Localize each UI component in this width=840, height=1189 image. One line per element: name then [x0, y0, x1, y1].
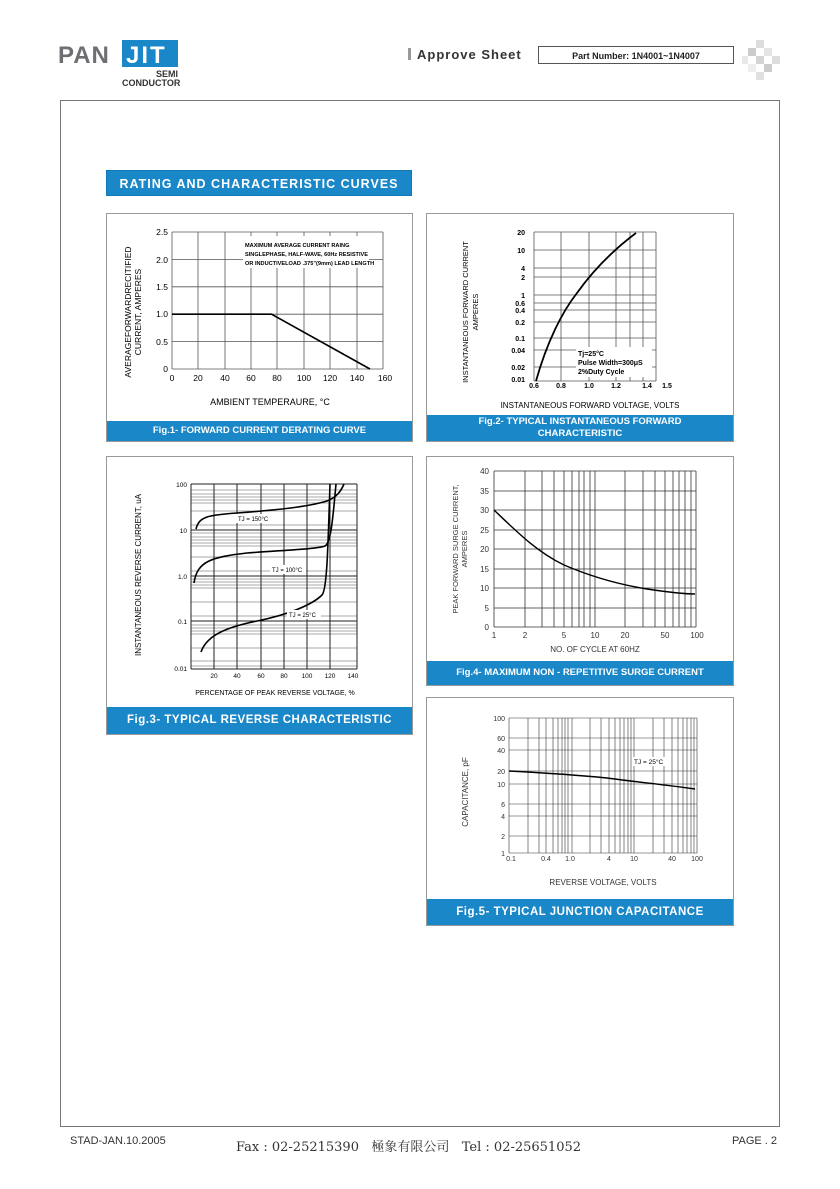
fig2-caption-line2: CHARACTERISTIC: [537, 428, 623, 439]
fig4-ytick: 30: [480, 506, 489, 515]
footer-date: STAD-JAN.10.2005: [70, 1135, 166, 1147]
fig5-xtick: 4: [607, 856, 611, 863]
fig1-xtick: 160: [377, 373, 393, 383]
fig4-ytick: 25: [480, 526, 489, 535]
fig2-ytick: 0.2: [515, 320, 525, 327]
fig1-caption: Fig.1- FORWARD CURRENT DERATING CURVE: [107, 421, 412, 441]
fig4-ylabel-1: PEAK FORWARD SURGE CURRENT,: [451, 484, 460, 614]
fig3-label-100: TJ = 100°C: [272, 568, 303, 574]
fig5-xtick: 10: [630, 856, 638, 863]
fig2-ytick: 0.01: [511, 377, 525, 384]
fig3-yticks: [174, 482, 187, 673]
fig2-note-1: Tj=25°C: [578, 351, 604, 358]
fig5-capacitance-curve: [509, 771, 695, 789]
fig2-ytick: 0.4: [515, 308, 525, 315]
fig5-caption: Fig.5- TYPICAL JUNCTION CAPACITANCE: [427, 899, 733, 925]
fig1-xtick: 80: [272, 373, 282, 383]
fig5-ytick: 40: [497, 748, 505, 755]
fig1-xtick: 40: [220, 373, 230, 383]
fig2-ytick: 4: [521, 266, 525, 273]
fig4-xlabel: NO. OF CYCLE AT 60HZ: [550, 645, 640, 654]
fig5-label-t: TJ = 25°C: [634, 759, 664, 766]
fig4-grid: [494, 471, 696, 627]
fig4-caption: Fig.4- MAXIMUM NON - REPETITIVE SURGE CURRENT: [427, 661, 733, 685]
fig3-chart: [107, 457, 412, 707]
fig3-xtick: 120: [324, 673, 336, 680]
fig5-yticks: [493, 716, 505, 858]
fig1-chart: [107, 214, 412, 419]
fig5-xtick: 40: [668, 856, 676, 863]
fig4-xtick: 10: [590, 631, 600, 640]
fig3-ytick: 1.0: [177, 574, 187, 581]
fig3-ytick: 0.01: [174, 666, 187, 673]
fig4-xticks: [492, 631, 704, 640]
fig4-ytick: 0: [484, 623, 489, 632]
fig2-xtick: 1.5: [662, 383, 672, 390]
fig4-xtick: 1: [491, 631, 497, 640]
fig3-xtick: 60: [257, 673, 265, 680]
fig2-xlabel: INSTANTANEOUS FORWARD VOLTAGE, VOLTS: [500, 401, 680, 410]
checker-decoration-icon: [742, 40, 782, 80]
title-bar-icon: [408, 48, 411, 60]
fig2-xtick: 1.2: [611, 383, 621, 390]
fig3-ytick: 100: [176, 482, 187, 489]
fig3-panel: [106, 456, 413, 735]
fig2-ytick: 20: [517, 230, 525, 237]
fig3-caption: Fig.3- TYPICAL REVERSE CHARACTERISTIC: [107, 707, 412, 734]
fig2-xtick: 1.0: [584, 383, 594, 390]
fig2-ytick: 0.04: [511, 348, 525, 355]
fig5-xlabel: REVERSE VOLTAGE, VOLTS: [549, 878, 657, 887]
fig2-ytick: 0.6: [515, 301, 525, 308]
fig1-ytick: 0: [163, 364, 168, 374]
fig2-caption: [427, 415, 733, 441]
fig5-xtick: 0.1: [506, 856, 516, 863]
fig5-ytick: 20: [497, 769, 505, 776]
fig5-ytick: 6: [501, 802, 505, 809]
fig2-yticks: [511, 230, 525, 384]
fig1-xtick: 120: [322, 373, 338, 383]
fig2-note-2: Pulse Width=300μS: [578, 360, 643, 367]
fig3-label-150: TJ = 150°C: [238, 517, 269, 523]
approve-sheet-text: Approve Sheet: [417, 47, 522, 62]
fig3-major-grid: [191, 484, 357, 669]
fig3-xlabel: PERCENTAGE OF PEAK REVERSE VOLTAGE, %: [195, 690, 355, 697]
part-number-box: Part Number: 1N4001~1N4007: [538, 46, 734, 64]
fig2-ytick: 0.1: [515, 336, 525, 343]
fig3-curve-25: [201, 484, 330, 652]
fig4-ytick: 15: [480, 565, 489, 574]
fig4-xtick: 20: [620, 631, 630, 640]
fig1-ytick: 1.5: [156, 282, 168, 292]
fig4-ytick: 5: [484, 604, 489, 613]
fig3-xtick: 40: [233, 673, 241, 680]
fig4-xtick: 50: [660, 631, 670, 640]
logo-sub-line2: CONDUCTOR: [122, 78, 181, 88]
fig5-xtick: 1.0: [565, 856, 575, 863]
fig2-ytick: 1: [521, 293, 525, 300]
fig4-panel: [426, 456, 734, 686]
fig4-chart: [427, 457, 733, 657]
footer-page-number: PAGE . 2: [732, 1135, 778, 1147]
fig1-note-2: SINGLEPHASE, HALF-WAVE, 60Hz RESISTIVE: [245, 252, 368, 258]
fig1-ytick: 2.5: [156, 227, 168, 237]
fig2-xtick: 0.8: [556, 383, 566, 390]
fig1-xtick: 20: [193, 373, 203, 383]
fig4-ytick: 20: [480, 545, 489, 554]
fig5-ytick: 1: [501, 851, 505, 858]
fig4-ytick: 10: [480, 584, 489, 593]
fig3-xticks: [210, 673, 358, 680]
fig2-chart: [427, 214, 733, 414]
fig4-xtick: 2: [522, 631, 528, 640]
fig1-xtick: 60: [246, 373, 256, 383]
fig2-caption-line1: Fig.2- TYPICAL INSTANTANEOUS FORWARD: [478, 416, 682, 427]
fig4-ytick: 35: [480, 487, 489, 496]
fig3-xtick: 80: [280, 673, 288, 680]
svg-text:PAN: PAN: [58, 42, 110, 68]
fig4-ytick: 40: [480, 467, 489, 476]
fig4-yticks: [480, 467, 489, 632]
fig2-ytick: 10: [517, 248, 525, 255]
svg-text:JIT: JIT: [126, 42, 167, 68]
fig2-xticks: [529, 383, 672, 390]
fig1-xticks: [170, 373, 393, 383]
fig3-label-25: TJ = 25°C: [289, 613, 316, 619]
fig3-xtick: 140: [347, 673, 359, 680]
fig1-ytick: 1.0: [156, 309, 168, 319]
fig4-ylabel-2: AMPERES: [460, 530, 469, 568]
fig3-ytick: 0.1: [177, 619, 187, 626]
fig5-ytick: 2: [501, 834, 505, 841]
fig3-xtick: 20: [210, 673, 218, 680]
fig1-xtick: 100: [296, 373, 312, 383]
footer-contact: Fax : 02-25215390 極象有限公司 Tel : 02-25651052: [236, 1140, 582, 1155]
fig1-panel: [106, 213, 413, 442]
fig2-panel: [426, 213, 734, 442]
fig5-xtick: 0.4: [541, 856, 551, 863]
logo-subtitle: [122, 69, 181, 88]
fig1-ylabel-2: CURRENT, AMPERES: [133, 268, 143, 356]
fig1-note-3: OR INDUCTIVELOAD .375"(9mm) LEAD LENGTH: [245, 261, 375, 267]
section-title: RATING AND CHARACTERISTIC CURVES: [106, 170, 412, 196]
fig5-ylabel: CAPACITANCE, pF: [461, 757, 470, 827]
fig3-ytick: 10: [179, 528, 187, 535]
fig5-ytick: 60: [497, 736, 505, 743]
logo-sub-line1: SEMI: [155, 69, 178, 79]
fig2-ylabel-1: INSTANTANEOUS FORWARD CURRENT: [461, 241, 470, 383]
fig5-chart: [427, 698, 733, 898]
fig1-ylabel-1: AVERAGEFORWARDRECITIFIED: [123, 246, 133, 378]
fig1-note-1: MAXIMUM AVERAGE CURRENT RAING: [245, 243, 350, 249]
fig1-xtick: 0: [169, 373, 175, 383]
fig2-xtick: 0.6: [529, 383, 539, 390]
fig2-ytick: 0.02: [511, 365, 525, 372]
fig1-xtick: 140: [349, 373, 365, 383]
fig3-xtick: 100: [301, 673, 313, 680]
fig3-ylabel: INSTANTANEOUS REVERSE CURRENT, uA: [134, 494, 143, 656]
fig2-xtick: 1.4: [642, 383, 652, 390]
fig2-ylabel-2: AMPERES: [471, 293, 480, 331]
fig5-ytick: 4: [501, 814, 505, 821]
fig4-xtick: 5: [561, 631, 567, 640]
fig2-ytick: 2: [521, 275, 525, 282]
fig5-xticks: [506, 856, 703, 863]
fig5-ytick: 10: [497, 782, 505, 789]
fig5-panel: [426, 697, 734, 926]
fig1-ytick: 0.5: [156, 337, 168, 347]
fig4-xtick: 100: [690, 631, 704, 640]
approve-sheet-title: [408, 47, 522, 62]
fig5-ytick: 100: [493, 716, 505, 723]
fig1-yticks: [156, 227, 168, 374]
company-logo: [58, 40, 180, 68]
fig5-xtick: 100: [691, 856, 703, 863]
fig2-note-3: 2%Duty Cycle: [578, 369, 625, 376]
fig3-curve-100: [194, 484, 336, 583]
fig1-ytick: 2.0: [156, 255, 168, 265]
fig1-xlabel: AMBIENT TEMPERAURE, °C: [210, 397, 330, 407]
